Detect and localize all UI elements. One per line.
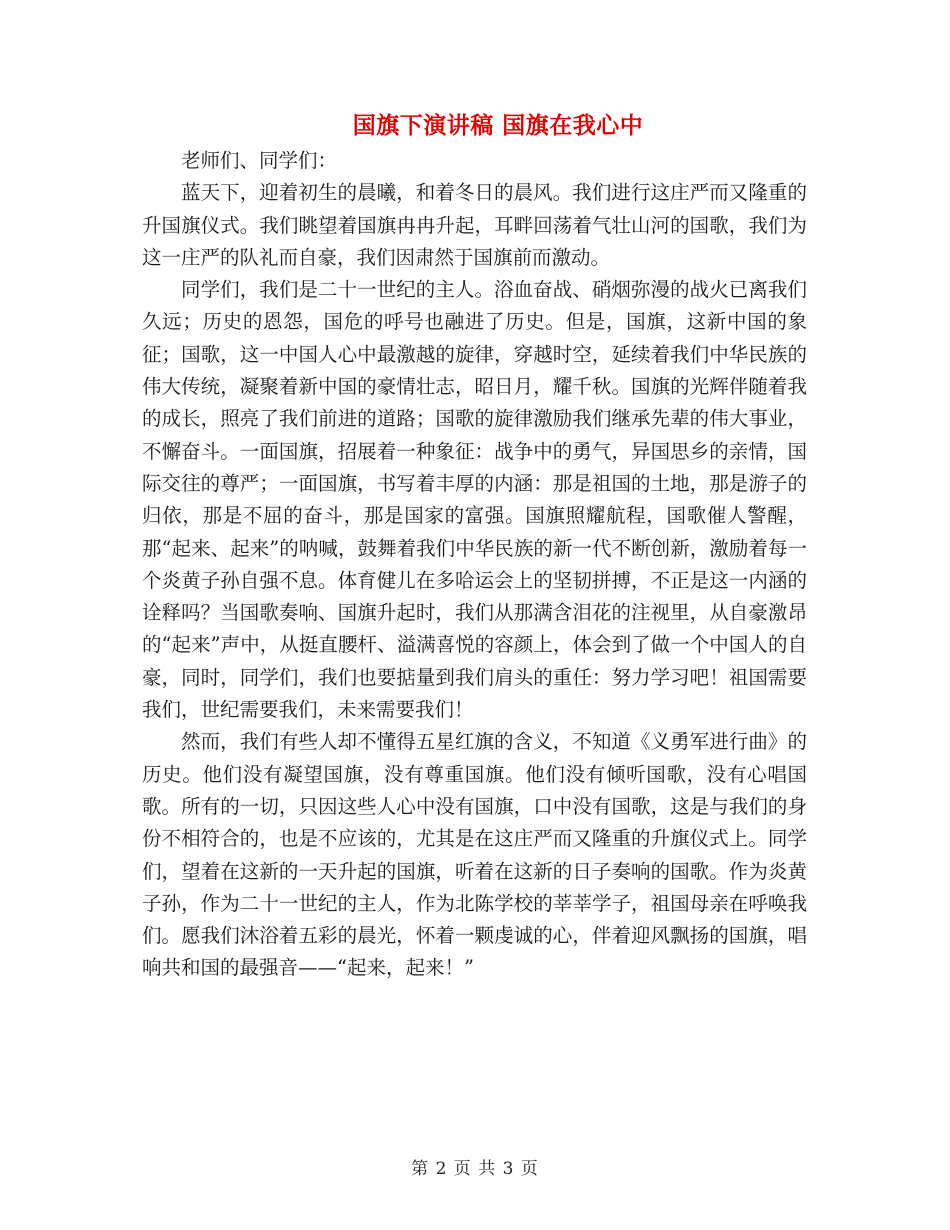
body-paragraph: 然而，我们有些人却不懂得五星红旗的含义，不知道《义勇军进行曲》的历史。他们没有凝望国旗，没有尊重国旗。他们没有倾听国歌，没有心唱国歌。所有的一切，只因这些人心中没有国旗，口中没有国歌，这是与我们的身份不相符合的，也是不应该的，尤其是在这庄严而又隆重的升旗仪式上。同学们，望着在这新的一天升起的国旗，听着在这新的日子奏响的国歌。作为炎黄子孙，作为二十一世纪的主人，作为北陈学校的莘莘学子，祖国母亲在呼唤我们。愿我们沐浴着五彩的晨光，怀着一颗虔诚的心，伴着迎风飘扬的国旗，唱响共和国的最强音——“起来，起来！” — [142, 730, 807, 980]
document-body — [142, 145, 807, 985]
page-number-footer: 第 2 页 共 3 页 — [411, 1159, 539, 1179]
document-title: 国旗下演讲稿 国旗在我心中 — [352, 112, 644, 139]
body-paragraph: 蓝天下，迎着初生的晨曦，和着冬日的晨风。我们进行这庄严而又隆重的升国旗仪式。我们眺望着国旗冉冉升起，耳畔回荡着气壮山河的国歌，我们为这一庄严的队礼而自豪，我们因肃然于国旗前而激动。 — [142, 181, 807, 269]
body-paragraph: 同学们，我们是二十一世纪的主人。浴血奋战、硝烟弥漫的战火已离我们久远；历史的恩怨，国危的呼号也融进了历史。但是，国旗，这新中国的象征；国歌，这一中国人心中最激越的旋律，穿越时空，延续着我们中华民族的伟大传统，凝聚着新中国的豪情壮志，昭日月，耀千秋。国旗的光辉伴随着我的成长，照亮了我们前进的道路；国歌的旋律激励我们继承先辈的伟大事业，不懈奋斗。一面国旗，招展着一种象征：战争中的勇气，异国思乡的亲情，国际交往的尊严；一面国旗，书写着丰厚的内涵：那是祖国的土地，那是游子的归依，那是不屈的奋斗，那是国家的富强。国旗照耀航程，国歌催人警醒，那“起来、起来”的呐喊，鼓舞着我们中华民族的新一代不断创新，激励着每一个炎黄子孙自强不息。体育健儿在多哈运会上的坚韧拼搏，不正是这一内涵的诠释吗？当国歌奏响、国旗升起时，我们从那满含泪花的注视里，从自豪激昂的“起来”声中，从挺直腰杆、溢满喜悦的容颜上，体会到了做一个中国人的自豪，同时，同学们，我们也要掂量到我们肩头的重任：努力学习吧！祖国需要我们，世纪需要我们，未来需要我们！ — [142, 278, 807, 722]
salutation-paragraph: 老师们、同学们： — [181, 149, 338, 172]
